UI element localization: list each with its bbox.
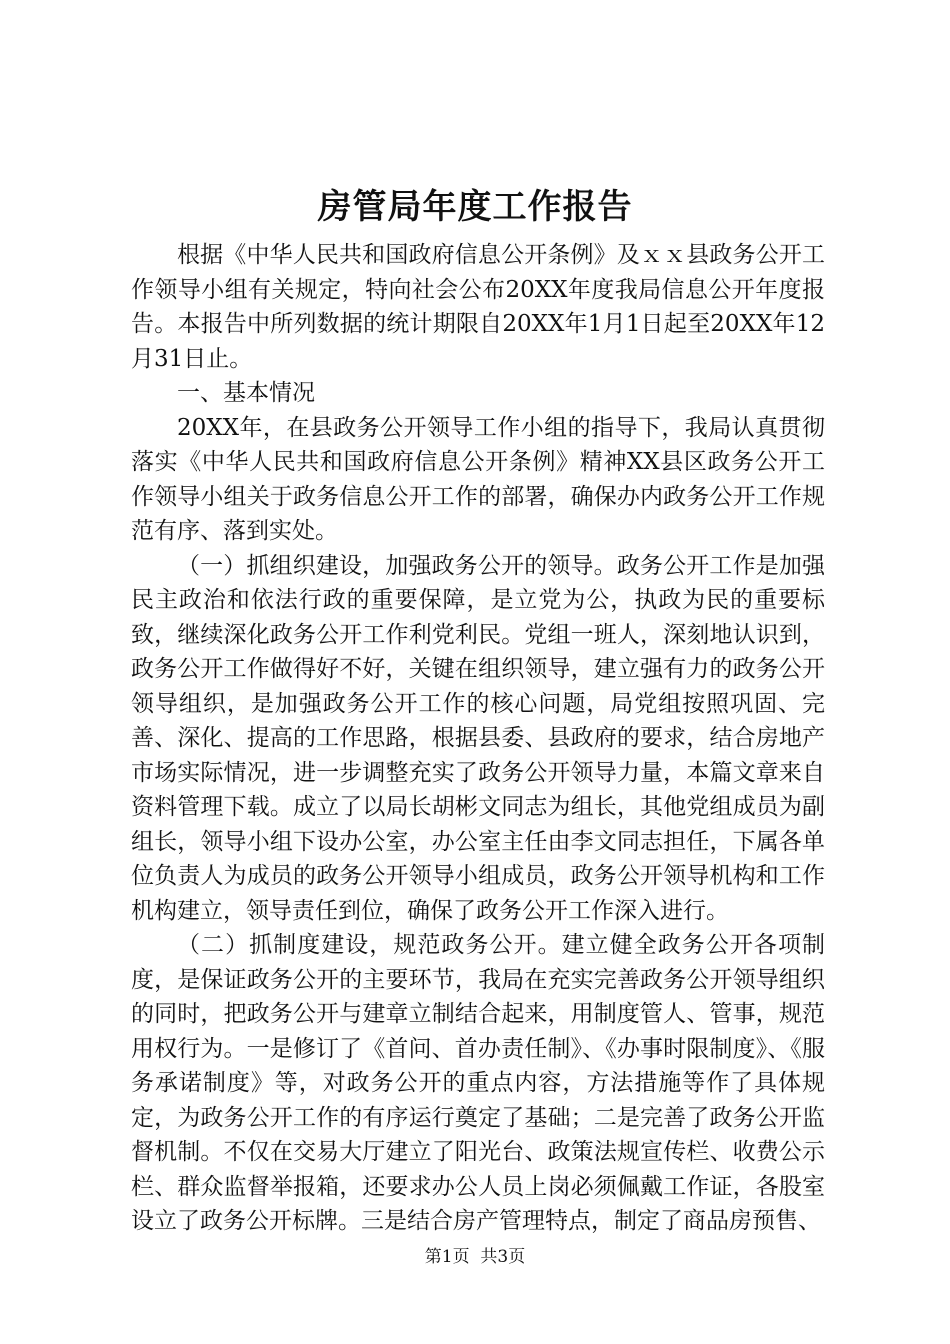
section-heading-basic: 一、基本情况 — [177, 380, 315, 406]
paragraph-system: （二）抓制度建设，规范政务公开。建立健全政务公开各项制度，是保证政务公开的主要环节，我局在充实完善政务公开领导组织的同时，把政务公开与建章立制结合起来，用制度管人、管事，规范用权行为。一是修订了《首问、首办责任制》、《办事时限制度》、《服务承诺制度》等，对政务公开的重点内容，方法措施等作了具体规定，为政务公开工作的有序运行奠定了基础；二是完善了政务公开监督机制。不仅在交易大厅建立了阳光台、政策法规宣传栏、收费公示栏、群众监督举报箱，还要求办公人员上岗必须佩戴工作证，各股室设立了政务公开标牌。三是结合房产管理特点，制定了商品房预售、 — [131, 932, 825, 1234]
page-footer — [0, 1245, 950, 1269]
document-title: 房管局年度工作报告 — [317, 187, 633, 227]
document-body — [131, 238, 825, 1239]
paragraph-intro: 根据《中华人民共和国政府信息公开条例》及ｘｘ县政务公开工作领导小组有关规定，特向社会公布20XX年度我局信息公开年度报告。本报告中所列数据的统计期限自20XX年1月1日起至20XX年12月31日止。 — [131, 242, 825, 372]
paragraph-overview: 20XX年，在县政务公开领导工作小组的指导下，我局认真贯彻落实《中华人民共和国政府信息公开条例》精神XX县区政务公开工作领导小组关于政务信息公开工作的部署，确保办内政务公开工作规范有序、落到实处。 — [131, 414, 825, 544]
paragraph-organization: （一）抓组织建设，加强政务公开的领导。政务公开工作是加强民主政治和依法行政的重要保障，是立党为公，执政为民的重要标致，继续深化政务公开工作利党利民。党组一班人，深刻地认识到，政务公开工作做得好不好，关键在组织领导，建立强有力的政务公开领导组织，是加强政务公开工作的核心问题，局党组按照巩固、完善、深化、提高的工作思路，根据县委、县政府的要求，结合房地产市场实际情况，进一步调整充实了政务公开领导力量，本篇文章来自资料管理下载。成立了以局长胡彬文同志为组长，其他党组成员为副组长，领导小组下设办公室，办公室主任由李文同志担任，下属各单位负责人为成员的政务公开领导小组成员，政务公开领导机构和工作机构建立，领导责任到位，确保了政务公开工作深入进行。 — [131, 552, 825, 924]
page-number: 第1页 共3页 — [424, 1247, 526, 1267]
